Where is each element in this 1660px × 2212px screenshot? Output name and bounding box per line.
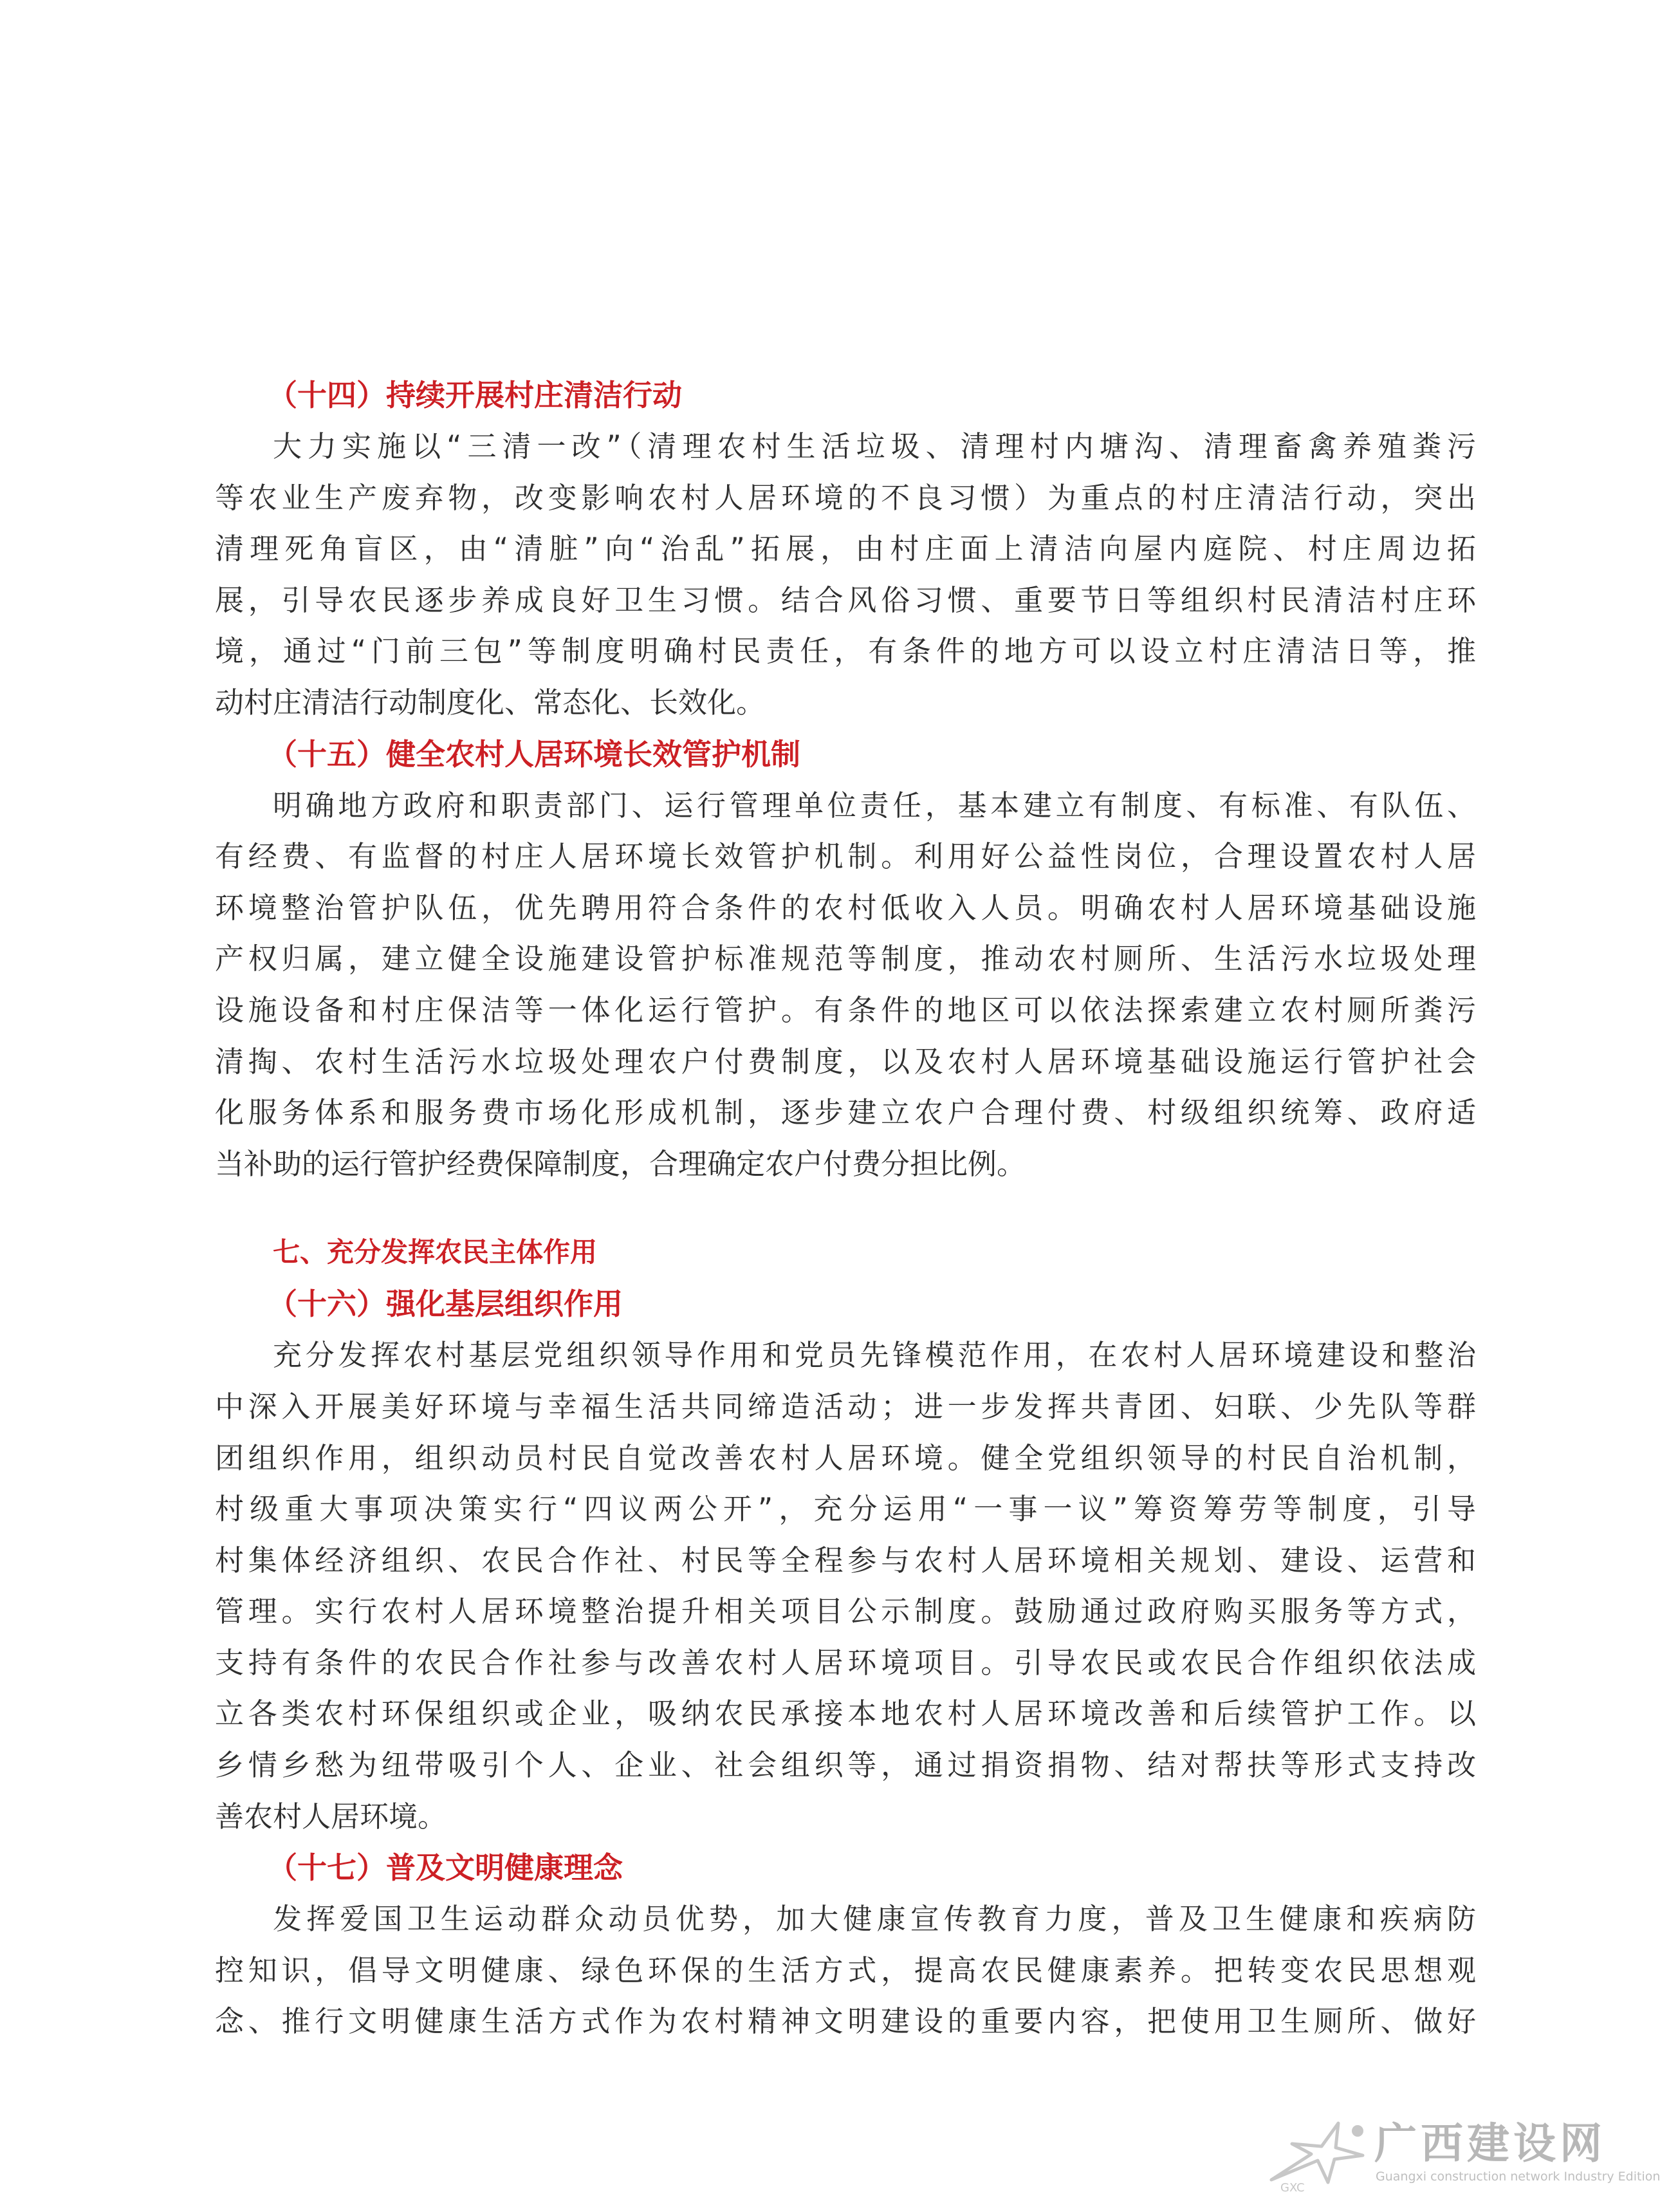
text-line: 中深入开展美好环境与幸福生活共同缔造活动；进一步发挥共青团、妇联、少先队等群 [215, 1389, 1476, 1424]
text-line: 有经费、有监督的村庄人居环境长效管护机制。利用好公益性岗位，合理设置农村人居 [215, 839, 1476, 874]
paragraph-section-14 [215, 421, 1476, 729]
paragraph-section-17 [215, 1893, 1476, 2047]
text-line: 充分发挥农村基层党组织领导作用和党员先锋模范作用，在农村人居环境建设和整治 [273, 1338, 1476, 1373]
text-line: 发挥爱国卫生运动群众动员优势，加大健康宣传教育力度，普及卫生健康和疾病防 [273, 1902, 1476, 1937]
section-gap [215, 1189, 1476, 1227]
paragraph-section-15 [215, 780, 1476, 1190]
text-line: 支持有条件的农民合作社参与改善农村人居环境项目。引导农民或农民合作组织依法成 [215, 1645, 1476, 1680]
text-line: 设施设备和村庄保洁等一体化运行管护。有条件的地区可以依法探索建立农村厕所粪污 [215, 992, 1476, 1027]
text-line: 立各类农村环保组织或企业，吸纳农民承接本地农村人居环境改善和后续管护工作。以 [215, 1696, 1476, 1731]
paragraph-section-16 [215, 1330, 1476, 1842]
text-line: 清掏、农村生活污水垃圾处理农户付费制度，以及农村人居环境基础设施运行管护社会 [215, 1044, 1476, 1079]
text-line: 当补助的运行管护经费保障制度，合理确定农户付费分担比例。 [215, 1146, 1026, 1181]
star-logo-icon [1266, 2118, 1369, 2189]
text-line: 管理。实行农村人居环境整治提升相关项目公示制度。鼓励通过政府购买服务等方式， [215, 1594, 1476, 1629]
chapter-title: 七、充分发挥农民主体作用 [273, 1236, 598, 1269]
text-line: 善农村人居环境。 [215, 1799, 447, 1834]
text-line: 化服务体系和服务费市场化形成机制，逐步建立农户合理付费、村级组织统筹、政府适 [215, 1095, 1476, 1130]
subhead-section-17: （十七）普及文明健康理念 [268, 1850, 623, 1886]
subhead-section-14: （十四）持续开展村庄清洁行动 [268, 378, 682, 413]
watermark [1266, 2106, 1660, 2203]
text-line: 环境整治管护队伍，优先聘用符合条件的农村低收入人员。明确农村人居环境基础设施 [215, 890, 1476, 925]
text-line: 大力实施以“三清一改”（清理农村生活垃圾、清理村内塘沟、清理畜禽养殖粪污 [273, 429, 1476, 463]
text-line: 等农业生产废弃物，改变影响农村人居环境的不良习惯）为重点的村庄清洁行动，突出 [215, 480, 1476, 515]
text-line: 念、推行文明健康生活方式作为农村精神文明建设的重要内容，把使用卫生厕所、做好 [215, 2004, 1476, 2039]
text-line: 展，引导农民逐步养成良好卫生习惯。结合风俗习惯、重要节日等组织村民清洁村庄环 [215, 582, 1476, 617]
text-line: 村级重大事项决策实行“四议两公开”，充分运用“一事一议”筹资筹劳等制度，引导 [215, 1492, 1476, 1527]
text-line: 境，通过“门前三包”等制度明确村民责任，有条件的地方可以设立村庄清洁日等，推 [215, 634, 1476, 669]
text-line: 产权归属，建立健全设施建设管护标准规范等制度，推动农村厕所、生活污水垃圾处理 [215, 942, 1476, 976]
text-line: 团组织作用，组织动员村民自觉改善农村人居环境。健全党组织领导的村民自治机制， [215, 1440, 1476, 1475]
text-line: 村集体经济组织、农民合作社、村民等全程参与农村人居环境相关规划、建设、运营和 [215, 1543, 1476, 1577]
subhead-section-15: （十五）健全农村人居环境长效管护机制 [268, 736, 800, 772]
document-body [215, 369, 1476, 2047]
text-line: 明确地方政府和职责部门、运行管理单位责任，基本建立有制度、有标准、有队伍、 [273, 788, 1476, 823]
subhead-section-16: （十六）强化基层组织作用 [268, 1287, 623, 1322]
text-line: 清理死角盲区，由“清脏”向“治乱”拓展，由村庄面上清洁向屋内庭院、村庄周边拓 [215, 532, 1476, 566]
text-line: 控知识，倡导文明健康、绿色环保的生活方式，提高农民健康素养。把转变农民思想观 [215, 1953, 1476, 1987]
watermark-subtitle: Guangxi construction network Industry Edition [1376, 2170, 1660, 2184]
watermark-small-mark: GXC [1280, 2181, 1305, 2195]
watermark-title: 广西建设网 [1374, 2118, 1606, 2168]
text-line: 动村庄清洁行动制度化、常态化、长效化。 [215, 685, 766, 720]
text-line: 乡情乡愁为纽带吸引个人、企业、社会组织等，通过捐资捐物、结对帮扶等形式支持改 [215, 1748, 1476, 1783]
